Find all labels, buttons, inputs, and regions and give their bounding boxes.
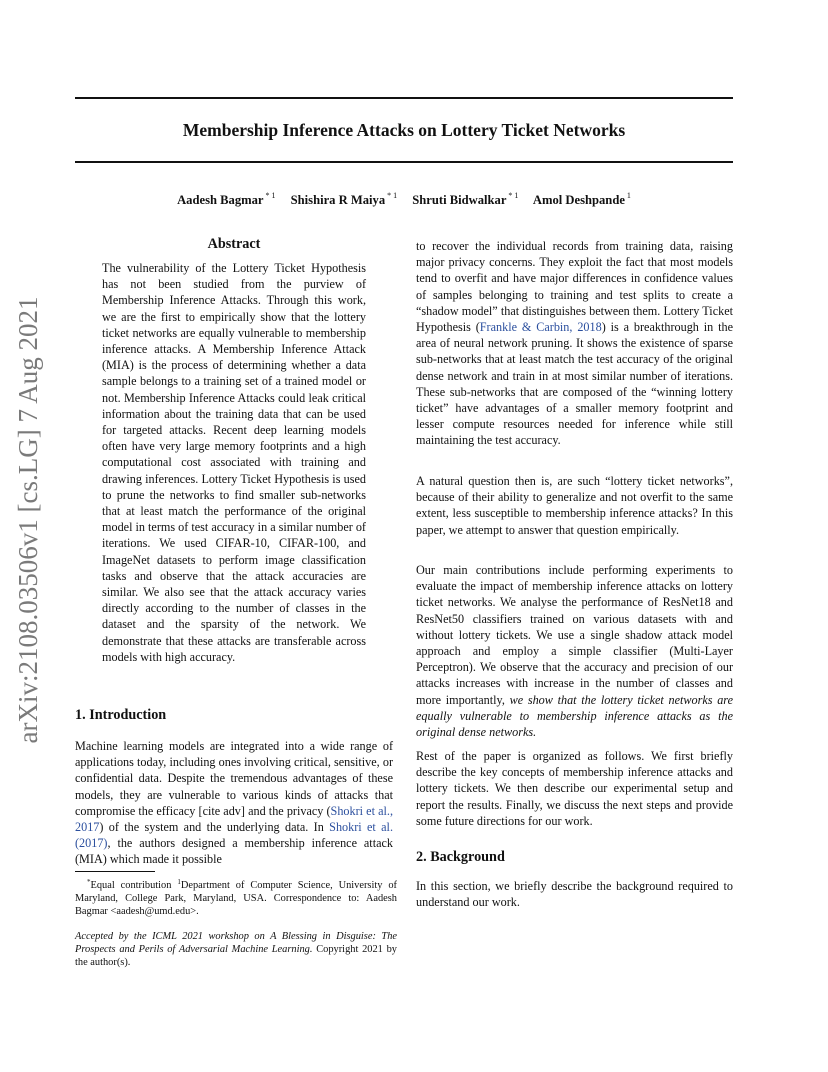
introduction-paragraph-4: Our main contributions include performing experiments to evaluate the impact of membership inference attacks on lottery ticket networks. We analyse the performance of ResNet18 and ResNet50 classifiers trained on various datasets with and without lottery tickets. We use a single shadow attack model approach and employ a simple classifier (Multi-Layer Perceptron). We observe that the accuracy and precision of our attacks increases with increase in the number of classes and more importantly, we show that the lottery ticket networks are equally vulnerable to membership inference attacks as the original dense networks.	[416, 563, 733, 740]
arxiv-stamp: arXiv:2108.03506v1 [cs.LG] 7 Aug 2021	[13, 296, 43, 744]
paper-title: Membership Inference Attacks on Lottery Ticket Networks	[182, 120, 626, 140]
introduction-paragraph-1: Machine learning models are integrated into a wide range of applications today, including ones involving critical, sensitive, or confidential data. Despite the tremendous advantages of these models, they are vulnerable to various kinds of attacks that compromise the efficacy [cite adv] and the privacy (Shokri et al., 2017) of the system and the underlying data. In Shokri et al. (2017), the authors designed a membership inference attack (MIA) which made it possible	[75, 739, 393, 867]
author-name: Shishira R Maiya	[290, 193, 386, 207]
citation-link[interactable]: Shokri et al. (2017)	[75, 820, 393, 851]
title-rule-bottom	[75, 161, 733, 163]
abstract-text: The vulnerability of the Lottery Ticket Hypothesis has not been studied from the purview of Membership Inference Attacks. Through this work, we are the first to empirically show that the lottery ticket networks are equally vulnerable to membership inference attacks. A Membership Inference Attack (MIA) is the process of determining whether a data sample belongs to a training set of a trained model or not. Membership Inference Attacks could leak critical information about the training data that can be used for targeted attacks. Recent deep learning models often have very large memory footprints and a high computational cost associated with training and drawing inferences. Lottery Ticket Hypothesis is used to prune the networks to find smaller sub-networks that at least match the performance of the original model in terms of test accuracy in a similar number of iterations. We used CIFAR-10, CIFAR-100, and ImageNet datasets to perform image classification tasks and observe that the attack accuracies are similar. We also see that the attack accuracy varies directly according to the number of classes in the dataset and the sparsity of the network. We demonstrate that these attacks are transferable across models with high accuracy.	[102, 261, 366, 664]
footnote-acceptance: Accepted by the ICML 2021 workshop on A Blessing in Disguise: The Prospects and Perils of Adversarial Machine Learning. Copyright 2021 by the author(s).	[75, 931, 398, 969]
introduction-heading: 1. Introduction	[75, 707, 167, 723]
citation-link[interactable]: Shokri et al., 2017	[75, 803, 393, 835]
author-name: Shruti Bidwalkar	[412, 193, 507, 207]
author-name: Amol Deshpande	[532, 193, 625, 207]
author-list	[75, 191, 733, 208]
author-name: Aadesh Bagmar	[177, 193, 264, 207]
author-marks: * 1	[387, 191, 398, 200]
introduction-paragraph-5: Rest of the paper is organized as follows. We first briefly describe the key concepts of membership inference attacks and lottery tickets. We then describe our experimental setup and report the results. Finally, we discuss the next steps and provide some future directions for our work.	[416, 749, 733, 828]
author-marks: * 1	[265, 191, 276, 200]
title-rule-top	[75, 97, 733, 99]
footnote-affiliations: *Equal contribution $^1$Department of Computer Science, University of Maryland, College Park, Maryland, USA. Correspondence to: Aadesh Bagmar <aadesh@umd.edu>.	[75, 878, 397, 918]
abstract-heading: Abstract	[207, 236, 261, 252]
author-marks: 1	[626, 191, 631, 200]
author-marks: * 1	[508, 191, 519, 200]
background-heading: 2. Background	[416, 849, 505, 865]
introduction-paragraph-3: A natural question then is, are such “lottery ticket networks”, because of their ability to generalize and not overfit to the same extent, less susceptible to membership inference attacks? In this paper, we attempt to answer that question empirically.	[416, 474, 733, 537]
introduction-paragraph-2: to recover the individual records from training data, raising major privacy concerns. They exploit the fact that most models tend to overfit and have major differences in confidence values of samples belonging to training and test splits to create a “shadow model” that distinguishes between them. Lottery Ticket Hypothesis (Frankle & Carbin, 2018) is a breakthrough in the area of neural network pruning. It shows the existence of sparse sub-networks that at least match the test accuracy of the original dense network and train in at most similar number of iterations. These sub-networks that are composed of the “winning lottery ticket” have advantages of a smaller memory footprint and lesser compute resources needed for inference while still maintaining the test accuracy.	[416, 239, 733, 448]
citation-link[interactable]: Frankle & Carbin, 2018	[479, 320, 602, 335]
background-text: In this section, we briefly describe the background required to understand our work.	[416, 879, 733, 910]
footnote-rule	[75, 871, 155, 872]
